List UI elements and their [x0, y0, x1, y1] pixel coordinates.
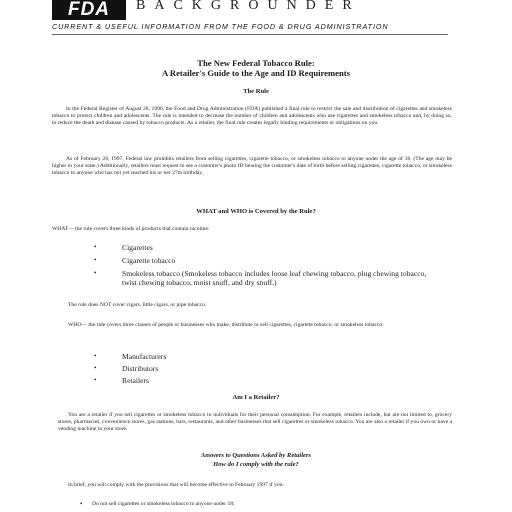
fda-logo: FDA	[52, 0, 126, 20]
masthead-divider	[52, 34, 448, 35]
section-heading-rule: The Rule	[243, 88, 269, 95]
rule-paragraph-2: As of February 28, 1997, Federal law prohibits retailers from selling cigarettes, cigarette tobacco, or smokeless tobacco to anyone under the age of 18. (The age may be higher in your state.) Additionally, retailers must request to see a customer's photo ID bearing the customer's date of birth before selling cigarettes, cigarette tobacco, or smokeless tobacco to anyone who has not yet reached his or her 27th birthday.	[52, 156, 452, 177]
bullet-icon: •	[94, 243, 97, 251]
qa-subheading: How do I comply with the rule?	[213, 461, 299, 468]
compliance-item: Do not sell cigarettes or smokeless tobacco to anyone under 18;	[92, 501, 235, 507]
class-item: Manufacturers	[122, 352, 167, 361]
masthead	[52, 0, 512, 44]
class-item: Retailers	[122, 376, 149, 385]
bullet-icon: •	[94, 364, 97, 372]
bullet-icon: •	[94, 352, 97, 360]
document-title-line1: The New Federal Tobacco Rule:	[197, 58, 315, 68]
section-heading-what-who: WHAT and WHO is Covered by the Rule?	[196, 208, 316, 215]
what-intro: WHAT— the rule covers three kinds of products that contain nicotine:	[52, 226, 210, 232]
qa-heading: Answers to Questions Asked by Retailers	[200, 452, 312, 459]
who-intro: WHO— the rule covers three classes of people or businesses who make, distribute or sell cigarettes, cigarette tobacco, or smokeless tobacco:	[68, 322, 384, 328]
bullet-icon: •	[94, 256, 97, 264]
series-title: BACKGROUNDER	[136, 0, 361, 13]
document-title-line2: A Retailer's Guide to the Age and ID Requirements	[162, 68, 350, 78]
bullet-icon: •	[94, 269, 97, 277]
not-covered-note: The rule does NOT cover cigars, little cigars, or pipe tobacco.	[68, 302, 207, 308]
product-item: Cigarettes	[122, 243, 153, 252]
masthead-tagline: CURRENT & USEFUL INFORMATION FROM THE FOOD & DRUG ADMINISTRATION	[52, 22, 389, 31]
section-heading-retailer: Am I a Retailer?	[232, 394, 280, 401]
product-item: Cigarette tobacco	[122, 256, 176, 265]
brief-paragraph: In brief, you will comply with the provisions that will become effective in February 1997 if you:	[68, 482, 284, 488]
product-item: Smokeless tobacco (Smokeless tobacco includes loose leaf chewing tobacco, plug chewing tobacco, twist chewing tobacco, moist snuff, and dry snuff.)	[122, 269, 427, 288]
bullet-icon: •	[94, 376, 97, 384]
retailer-paragraph: You are a retailer if you sell cigarettes or smokeless tobacco to individuals for their personal consumption. For example, retailers include, but are not limited to, grocery stores, pharmacies, convenience stores, gas stations, bars, restaurants, and other businesses that sell cigarettes or smokeless tobacco. You are also a retailer if you own or have a vending machine in your store.	[58, 412, 452, 433]
bullet-icon: •	[80, 500, 83, 508]
rule-paragraph-1: In the Federal Register of August 28, 1996, the Food and Drug Administration (FDA) published a final rule to restrict the sale and distribution of cigarettes and smokeless tobacco to protect children and adolescents. The rule is intended to decrease the number of children and adolescents who use cigarettes and smokeless tobacco and, by doing so, to reduce the death and disease caused by tobacco products. As a retailer, the final rule creates legally binding requirements or obligations on you.	[52, 106, 452, 127]
class-item: Distributors	[122, 364, 159, 373]
